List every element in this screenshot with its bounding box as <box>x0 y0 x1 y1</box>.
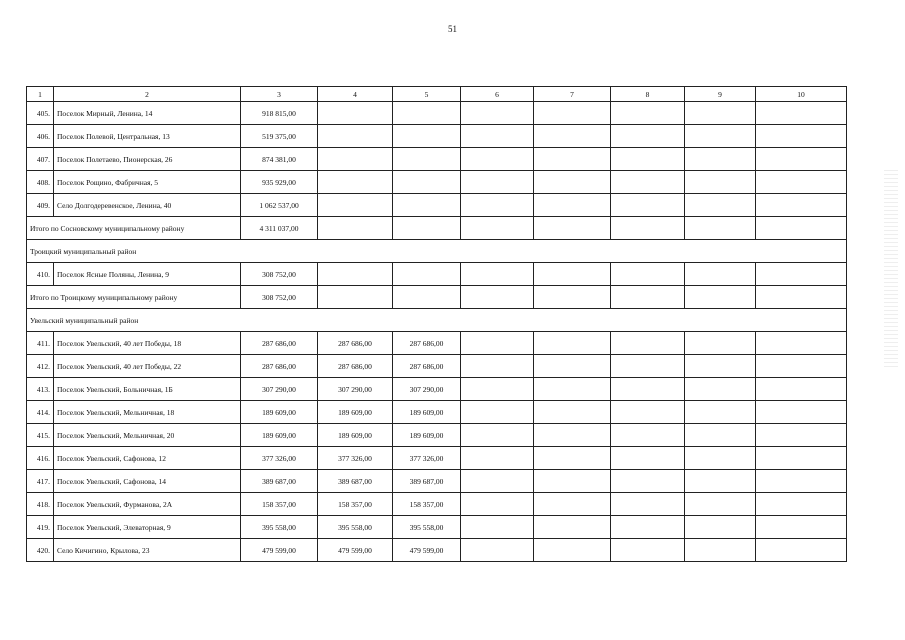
empty-cell <box>611 447 685 470</box>
amount-col-3: 479 599,00 <box>241 539 318 562</box>
empty-cell <box>756 148 847 171</box>
row-address: Поселок Увельский, Сафонова, 14 <box>54 470 241 493</box>
district-total-label: Итого по Сосновскому муниципальному району <box>27 217 241 240</box>
row-number: 407. <box>27 148 54 171</box>
district-section-title: Увельский муниципальный район <box>27 309 847 332</box>
empty-cell <box>756 332 847 355</box>
empty-cell <box>534 493 611 516</box>
amount-col-4 <box>318 102 393 125</box>
empty-cell <box>611 401 685 424</box>
empty-cell <box>685 493 756 516</box>
column-header: 9 <box>685 87 756 102</box>
amount-col-5: 377 326,00 <box>393 447 461 470</box>
amount-col-3: 308 752,00 <box>241 263 318 286</box>
empty-cell <box>534 102 611 125</box>
empty-cell <box>534 194 611 217</box>
empty-cell <box>685 355 756 378</box>
table-row <box>27 516 847 539</box>
amount-col-5 <box>393 194 461 217</box>
district-section-row <box>27 309 847 332</box>
empty-cell <box>685 171 756 194</box>
empty-cell <box>756 217 847 240</box>
amount-col-3: 874 381,00 <box>241 148 318 171</box>
empty-cell <box>461 148 534 171</box>
empty-cell <box>461 332 534 355</box>
table-row <box>27 424 847 447</box>
amount-col-3: 287 686,00 <box>241 332 318 355</box>
amount-col-3: 395 558,00 <box>241 516 318 539</box>
row-number: 410. <box>27 263 54 286</box>
empty-cell <box>685 539 756 562</box>
amount-col-4: 287 686,00 <box>318 332 393 355</box>
empty-cell <box>756 447 847 470</box>
scan-edge-artifact <box>884 170 898 370</box>
table-row <box>27 125 847 148</box>
empty-cell <box>611 171 685 194</box>
empty-cell <box>461 171 534 194</box>
row-number: 418. <box>27 493 54 516</box>
amount-col-5 <box>393 171 461 194</box>
amount-col-5: 287 686,00 <box>393 332 461 355</box>
table-row <box>27 447 847 470</box>
row-number: 420. <box>27 539 54 562</box>
empty-cell <box>611 470 685 493</box>
empty-cell <box>611 125 685 148</box>
row-address: Поселок Рощино, Фабричная, 5 <box>54 171 241 194</box>
column-header: 7 <box>534 87 611 102</box>
empty-cell <box>756 355 847 378</box>
empty-cell <box>756 539 847 562</box>
row-address: Поселок Увельский, Фурманова, 2А <box>54 493 241 516</box>
column-header: 10 <box>756 87 847 102</box>
empty-cell <box>685 263 756 286</box>
amount-col-5: 158 357,00 <box>393 493 461 516</box>
amount-col-4: 479 599,00 <box>318 539 393 562</box>
amount-col-4 <box>318 148 393 171</box>
empty-cell <box>534 516 611 539</box>
empty-cell <box>685 148 756 171</box>
row-number: 412. <box>27 355 54 378</box>
empty-cell <box>611 424 685 447</box>
empty-cell <box>611 263 685 286</box>
amount-col-5 <box>393 125 461 148</box>
amount-col-3: 519 375,00 <box>241 125 318 148</box>
empty-cell <box>611 378 685 401</box>
empty-cell <box>461 355 534 378</box>
row-address: Поселок Увельский, Элеваторная, 9 <box>54 516 241 539</box>
empty-cell <box>685 516 756 539</box>
row-address: Поселок Увельский, Мельничная, 20 <box>54 424 241 447</box>
empty-cell <box>756 470 847 493</box>
table-row <box>27 102 847 125</box>
row-number: 411. <box>27 332 54 355</box>
row-number: 405. <box>27 102 54 125</box>
row-address: Поселок Увельский, 40 лет Победы, 22 <box>54 355 241 378</box>
empty-cell <box>756 102 847 125</box>
amount-col-5 <box>393 148 461 171</box>
column-header: 5 <box>393 87 461 102</box>
table-row <box>27 401 847 424</box>
row-number: 409. <box>27 194 54 217</box>
row-address: Село Кичигино, Крылова, 23 <box>54 539 241 562</box>
amount-col-4: 395 558,00 <box>318 516 393 539</box>
empty-cell <box>461 102 534 125</box>
empty-cell <box>756 286 847 309</box>
empty-cell <box>461 493 534 516</box>
empty-cell <box>685 194 756 217</box>
amount-col-4: 389 687,00 <box>318 470 393 493</box>
amount-col-3: 189 609,00 <box>241 424 318 447</box>
empty-cell <box>534 125 611 148</box>
amount-col-3: 1 062 537,00 <box>241 194 318 217</box>
column-header: 6 <box>461 87 534 102</box>
empty-cell <box>461 217 534 240</box>
total-col-4 <box>318 286 393 309</box>
row-address: Поселок Увельский, Мельничная, 18 <box>54 401 241 424</box>
row-number: 415. <box>27 424 54 447</box>
empty-cell <box>534 401 611 424</box>
amount-col-3: 307 290,00 <box>241 378 318 401</box>
amount-col-4: 189 609,00 <box>318 424 393 447</box>
empty-cell <box>756 263 847 286</box>
empty-cell <box>534 332 611 355</box>
amount-col-5 <box>393 263 461 286</box>
row-address: Поселок Увельский, Больничная, 1Б <box>54 378 241 401</box>
amount-col-5: 189 609,00 <box>393 424 461 447</box>
row-address: Село Долгодеревенское, Ленина, 40 <box>54 194 241 217</box>
row-address: Поселок Увельский, 40 лет Победы, 18 <box>54 332 241 355</box>
empty-cell <box>534 378 611 401</box>
empty-cell <box>756 516 847 539</box>
row-number: 419. <box>27 516 54 539</box>
amount-col-5: 287 686,00 <box>393 355 461 378</box>
row-number: 406. <box>27 125 54 148</box>
empty-cell <box>685 102 756 125</box>
empty-cell <box>756 171 847 194</box>
row-address: Поселок Мирный, Ленина, 14 <box>54 102 241 125</box>
table-row <box>27 355 847 378</box>
amount-col-4 <box>318 125 393 148</box>
amount-col-4 <box>318 263 393 286</box>
amount-col-3: 377 326,00 <box>241 447 318 470</box>
amount-col-3: 158 357,00 <box>241 493 318 516</box>
empty-cell <box>756 194 847 217</box>
empty-cell <box>461 539 534 562</box>
amount-col-4: 377 326,00 <box>318 447 393 470</box>
amount-col-4 <box>318 194 393 217</box>
amount-col-5: 479 599,00 <box>393 539 461 562</box>
district-total-row <box>27 286 847 309</box>
empty-cell <box>534 447 611 470</box>
empty-cell <box>611 332 685 355</box>
empty-cell <box>685 125 756 148</box>
empty-cell <box>461 286 534 309</box>
empty-cell <box>611 217 685 240</box>
empty-cell <box>685 447 756 470</box>
district-section-title: Троицкий муниципальный район <box>27 240 847 263</box>
empty-cell <box>534 355 611 378</box>
row-number: 414. <box>27 401 54 424</box>
empty-cell <box>534 539 611 562</box>
district-total-label: Итого по Троицкому муниципальному району <box>27 286 241 309</box>
column-header: 8 <box>611 87 685 102</box>
empty-cell <box>756 378 847 401</box>
table-row <box>27 263 847 286</box>
table-row <box>27 171 847 194</box>
empty-cell <box>756 125 847 148</box>
amount-col-3: 189 609,00 <box>241 401 318 424</box>
empty-cell <box>461 263 534 286</box>
empty-cell <box>534 286 611 309</box>
empty-cell <box>461 447 534 470</box>
empty-cell <box>756 493 847 516</box>
amount-col-3: 935 929,00 <box>241 171 318 194</box>
amount-col-5: 395 558,00 <box>393 516 461 539</box>
amount-col-4: 158 357,00 <box>318 493 393 516</box>
empty-cell <box>461 470 534 493</box>
row-address: Поселок Увельский, Сафонова, 12 <box>54 447 241 470</box>
empty-cell <box>756 401 847 424</box>
column-header: 2 <box>54 87 241 102</box>
table-row <box>27 332 847 355</box>
amount-col-3: 287 686,00 <box>241 355 318 378</box>
amount-col-3: 389 687,00 <box>241 470 318 493</box>
table-row <box>27 378 847 401</box>
row-number: 408. <box>27 171 54 194</box>
empty-cell <box>685 470 756 493</box>
table-row <box>27 470 847 493</box>
empty-cell <box>685 217 756 240</box>
empty-cell <box>534 148 611 171</box>
amount-col-4: 307 290,00 <box>318 378 393 401</box>
row-address: Поселок Полетаево, Пионерская, 26 <box>54 148 241 171</box>
row-address: Поселок Ясные Поляны, Ленина, 9 <box>54 263 241 286</box>
amount-col-5 <box>393 102 461 125</box>
empty-cell <box>534 217 611 240</box>
empty-cell <box>685 378 756 401</box>
empty-cell <box>534 171 611 194</box>
empty-cell <box>534 424 611 447</box>
page-number: 51 <box>448 24 457 34</box>
district-section-row <box>27 240 847 263</box>
table-row <box>27 194 847 217</box>
amount-col-4: 287 686,00 <box>318 355 393 378</box>
column-header: 1 <box>27 87 54 102</box>
empty-cell <box>611 286 685 309</box>
empty-cell <box>611 102 685 125</box>
empty-cell <box>611 148 685 171</box>
empty-cell <box>611 516 685 539</box>
column-header: 3 <box>241 87 318 102</box>
empty-cell <box>611 355 685 378</box>
empty-cell <box>685 286 756 309</box>
row-address: Поселок Полевой, Центральная, 13 <box>54 125 241 148</box>
amount-col-4: 189 609,00 <box>318 401 393 424</box>
empty-cell <box>461 424 534 447</box>
empty-cell <box>461 125 534 148</box>
empty-cell <box>611 194 685 217</box>
empty-cell <box>534 470 611 493</box>
table-row <box>27 148 847 171</box>
empty-cell <box>461 401 534 424</box>
total-col-5 <box>393 217 461 240</box>
column-header-row <box>27 87 847 102</box>
total-col-5 <box>393 286 461 309</box>
table-row <box>27 493 847 516</box>
empty-cell <box>461 194 534 217</box>
empty-cell <box>534 263 611 286</box>
table-row <box>27 539 847 562</box>
empty-cell <box>461 516 534 539</box>
row-number: 417. <box>27 470 54 493</box>
empty-cell <box>611 493 685 516</box>
empty-cell <box>685 401 756 424</box>
empty-cell <box>611 539 685 562</box>
total-col-3: 308 752,00 <box>241 286 318 309</box>
register-table <box>26 86 847 562</box>
amount-col-4 <box>318 171 393 194</box>
district-total-row <box>27 217 847 240</box>
empty-cell <box>685 424 756 447</box>
empty-cell <box>685 332 756 355</box>
total-col-3: 4 311 037,00 <box>241 217 318 240</box>
amount-col-3: 918 815,00 <box>241 102 318 125</box>
amount-col-5: 307 290,00 <box>393 378 461 401</box>
amount-col-5: 189 609,00 <box>393 401 461 424</box>
empty-cell <box>756 424 847 447</box>
row-number: 413. <box>27 378 54 401</box>
empty-cell <box>461 378 534 401</box>
amount-col-5: 389 687,00 <box>393 470 461 493</box>
row-number: 416. <box>27 447 54 470</box>
column-header: 4 <box>318 87 393 102</box>
total-col-4 <box>318 217 393 240</box>
